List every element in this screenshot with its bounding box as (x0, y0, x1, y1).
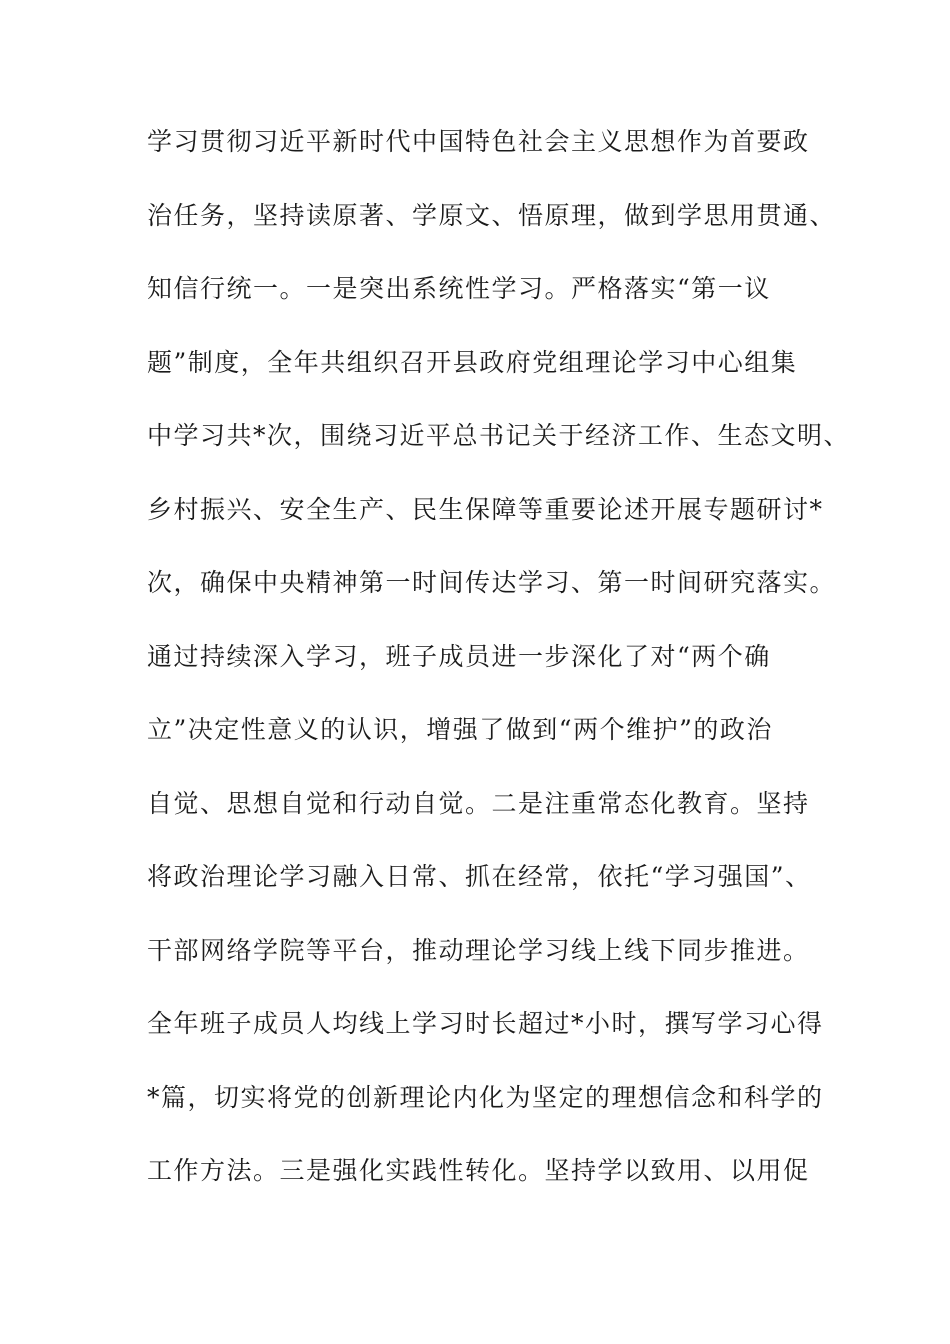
text-line: 乡村振兴、安全生产、民生保障等重要论述开展专题研讨* (147, 494, 824, 524)
text-line: 立”决定性意义的认识，增强了做到“两个维护”的政治 (147, 715, 773, 744)
text-line: 通过持续深入学习，班子成员进一步深化了对“两个确 (147, 641, 771, 671)
text-line: 干部网络学院等平台，推动理论学习线上线下同步推进。 (147, 935, 810, 965)
text-line: 知信行统一。一是突出系统性学习。严格落实“第一议 (147, 274, 771, 303)
text-line: 学习贯彻习近平新时代中国特色社会主义思想作为首要政 (147, 127, 810, 156)
body-text (147, 122, 851, 1225)
text-line: 治任务，坚持读原著、学原文、悟原理，做到学思用贯通、 (147, 200, 837, 230)
text-line: 工作方法。三是强化实践性转化。坚持学以致用、以用促 (147, 1156, 810, 1185)
text-line: 自觉、思想自觉和行动自觉。二是注重常态化教育。坚持 (147, 788, 810, 818)
text-line: 中学习共*次，围绕习近平总书记关于经济工作、生态文明、 (147, 421, 851, 450)
text-line: 题”制度，全年共组织召开县政府党组理论学习中心组集 (147, 347, 798, 377)
text-line: 次，确保中央精神第一时间传达学习、第一时间研究落实。 (147, 568, 837, 597)
text-line: 将政治理论学习融入日常、抓在经常，依托“学习强国”、 (147, 862, 812, 891)
text-line: 全年班子成员人均线上学习时长超过*小时，撰写学习心得 (147, 1009, 824, 1038)
text-line: *篇，切实将党的创新理论内化为坚定的理想信念和科学的 (147, 1082, 824, 1112)
